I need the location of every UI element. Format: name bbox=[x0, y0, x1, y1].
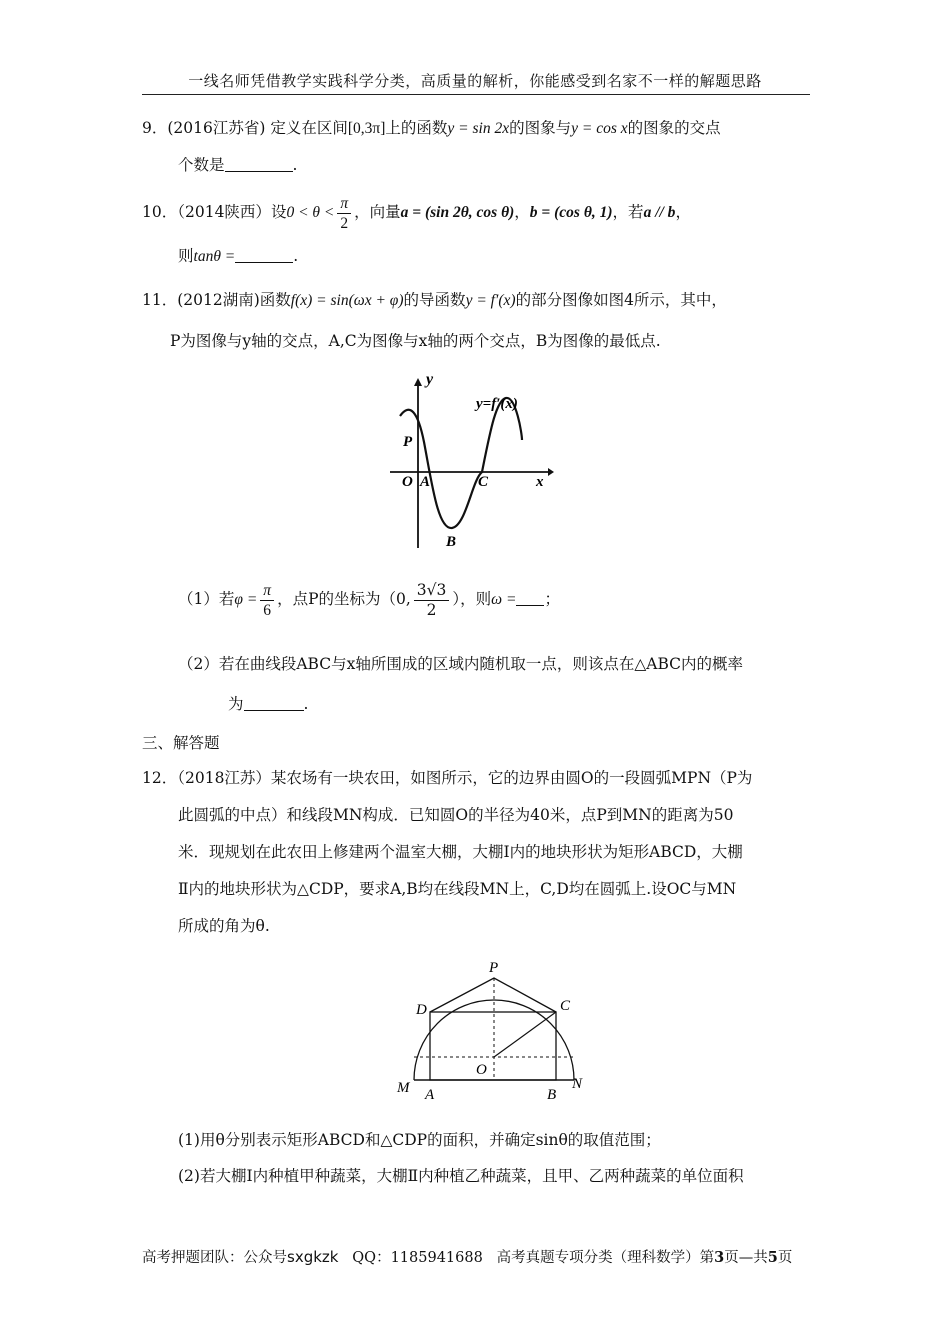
footer-total-pages: 5 bbox=[767, 1249, 778, 1266]
point-d-label: D bbox=[416, 1002, 427, 1018]
frac-denominator: 2 bbox=[426, 600, 437, 619]
frac-numerator: π bbox=[337, 194, 351, 214]
footer-text: 页 bbox=[777, 1250, 793, 1266]
q10-text: ，向量 bbox=[354, 203, 401, 221]
frac-denominator: 6 bbox=[263, 601, 272, 619]
derivative-graph-figure bbox=[390, 372, 560, 552]
question-9-line1 bbox=[142, 118, 721, 139]
q10-vector-a: a = (sin 2θ, cos θ) bbox=[400, 204, 515, 221]
point-c-label: C bbox=[478, 474, 489, 490]
q11-number: 11． bbox=[142, 291, 178, 309]
q10-source: （2014陕西） bbox=[177, 203, 271, 221]
q11-text: 为 bbox=[228, 695, 244, 713]
point-b-label: B bbox=[547, 1087, 557, 1103]
frac-numerator: π bbox=[260, 581, 274, 601]
q10-vector-b: b = (cos θ, 1) bbox=[529, 204, 613, 221]
frac-numerator: 3√3 bbox=[414, 581, 450, 601]
q11-source: (2012湖南) bbox=[177, 291, 260, 309]
question-11-line1 bbox=[142, 290, 727, 311]
q9-text: 的图象的交点 bbox=[627, 119, 721, 137]
page-footer bbox=[142, 1246, 792, 1267]
curve-label: y=f′(x) bbox=[476, 396, 518, 412]
q9-source: (2016江苏省) bbox=[167, 119, 266, 137]
q11-text: 函数 bbox=[259, 291, 291, 309]
q9-text: 上的函数 bbox=[385, 119, 448, 137]
q11-text: 的部分图像如图4所示，其中， bbox=[515, 291, 727, 309]
q10-text: ，若 bbox=[612, 203, 644, 221]
q11-text: ； bbox=[544, 590, 560, 608]
question-12-line4: Ⅱ内的地块形状为△CDP，要求A,B均在线段MN上，C,D均在圆弧上.设OC与MN bbox=[178, 880, 737, 898]
point-a-label: A bbox=[420, 474, 431, 490]
q9-func2: y = cos x bbox=[571, 120, 628, 137]
header-slogan: 一线名师凭借教学实践科学分类，高质量的解析，你能感受到名家不一样的解题思路 bbox=[188, 72, 762, 90]
header-rule bbox=[142, 94, 810, 95]
q11-omega: ω = bbox=[491, 591, 517, 608]
q10-number: 10． bbox=[142, 203, 178, 221]
answer-blank bbox=[225, 157, 293, 172]
q10-text: 设 bbox=[270, 203, 287, 221]
q11-derivative: y = f′(x) bbox=[465, 292, 516, 309]
point-b-label: B bbox=[446, 534, 457, 550]
footer-team: 高考押题团队：公众号 bbox=[142, 1250, 287, 1266]
q12-text: （2018江苏）某农场有一块农田，如图所示，它的边界由圆O的一段圆弧MPN（P为 bbox=[177, 769, 753, 787]
question-11-line2: P为图像与y轴的交点，A,C为图像与x轴的两个交点，B为图像的最低点. bbox=[170, 332, 661, 350]
q11-text: ），则 bbox=[452, 590, 492, 608]
origin-label: O bbox=[402, 474, 413, 490]
section-title: 三、解答题 bbox=[142, 734, 220, 752]
footer-wechat: sxgkzk bbox=[287, 1248, 339, 1266]
q11-subquestion-1 bbox=[178, 577, 560, 622]
answer-blank bbox=[244, 696, 304, 711]
question-10-line1 bbox=[142, 190, 691, 235]
segment-oc bbox=[494, 1012, 556, 1057]
point-p-label: P bbox=[489, 960, 499, 976]
answer-blank bbox=[516, 591, 544, 606]
x-axis-label: x bbox=[536, 474, 544, 490]
q11-p-fraction bbox=[414, 581, 450, 620]
q10-text: ， bbox=[675, 203, 691, 221]
q12-subquestion-2: (2)若大棚Ⅰ内种植甲种蔬菜，大棚Ⅱ内种植乙种蔬菜，且甲、乙两种蔬菜的单位面积 bbox=[178, 1167, 744, 1185]
q10-text: ， bbox=[514, 203, 530, 221]
question-9-line2: 个数是 . bbox=[178, 156, 298, 174]
rectangle-abcd bbox=[430, 1012, 556, 1080]
q11-phi-fraction bbox=[260, 581, 274, 620]
question-12-line3: 米．现规划在此农田上修建两个温室大棚，大棚Ⅰ内的地块形状为矩形ABCD，大棚 bbox=[178, 843, 743, 861]
triangle-cdp bbox=[430, 978, 556, 1012]
q11-text: ，点P的坐标为（0, bbox=[277, 590, 411, 608]
q10-ask: tanθ = bbox=[193, 248, 236, 265]
q11-function: f(x) = sin(ωx + φ) bbox=[290, 292, 404, 309]
point-a-label: A bbox=[425, 1087, 435, 1103]
footer-qq: QQ：1185941688 bbox=[352, 1250, 483, 1266]
q11-subquestion-2-line2: 为 . bbox=[228, 695, 309, 713]
q10-fraction bbox=[337, 194, 351, 233]
y-axis-label: y bbox=[426, 372, 434, 388]
q11-phi: φ = bbox=[234, 591, 258, 608]
question-12-line5: 所成的角为θ. bbox=[178, 917, 270, 935]
q9-text: 个数是 bbox=[178, 156, 225, 174]
frac-denominator: 2 bbox=[340, 214, 349, 232]
q9-text: 定义在区间 bbox=[265, 119, 348, 137]
y-axis-arrow bbox=[414, 378, 422, 386]
q12-subquestion-1: (1)用θ分别表示矩形ABCD和△CDP的面积，并确定sinθ的取值范围； bbox=[178, 1131, 661, 1149]
center-o-label: O bbox=[476, 1062, 487, 1078]
question-12-line1 bbox=[142, 768, 752, 788]
footer-text: 页—共 bbox=[724, 1250, 768, 1266]
q9-interval: [0,3π] bbox=[347, 120, 386, 137]
q9-func1: y = sin 2x bbox=[447, 120, 510, 137]
q9-text: 的图象与 bbox=[509, 119, 572, 137]
question-10-line2: 则tanθ = . bbox=[178, 247, 299, 265]
footer-page-number: 3 bbox=[714, 1249, 725, 1266]
answer-blank bbox=[235, 248, 293, 263]
q12-number: 12． bbox=[142, 769, 178, 787]
footer-category: 高考真题专项分类（理科数学）第 bbox=[496, 1250, 715, 1266]
point-m-label: M bbox=[397, 1080, 410, 1096]
q10-inequality: 0 < θ < bbox=[286, 204, 335, 221]
question-12-line2: 此圆弧的中点）和线段MN构成．已知圆O的半径为40米，点P到MN的距离为50 bbox=[178, 806, 734, 824]
point-p-label: P bbox=[403, 434, 413, 450]
point-n-label: N bbox=[572, 1076, 583, 1092]
x-axis-arrow bbox=[548, 468, 554, 476]
q11-text: 的导函数 bbox=[403, 291, 466, 309]
q11-subquestion-2: （2）若在曲线段ABC与x轴所围成的区域内随机取一点，则该点在△ABC内的概率 bbox=[178, 655, 743, 673]
point-c-label: C bbox=[560, 998, 571, 1014]
q11-text: （1）若 bbox=[178, 590, 235, 608]
q10-condition: a // b bbox=[643, 204, 676, 221]
q10-text: 则 bbox=[178, 247, 194, 265]
farmland-figure bbox=[392, 958, 592, 1108]
q9-number: 9． bbox=[142, 119, 168, 137]
